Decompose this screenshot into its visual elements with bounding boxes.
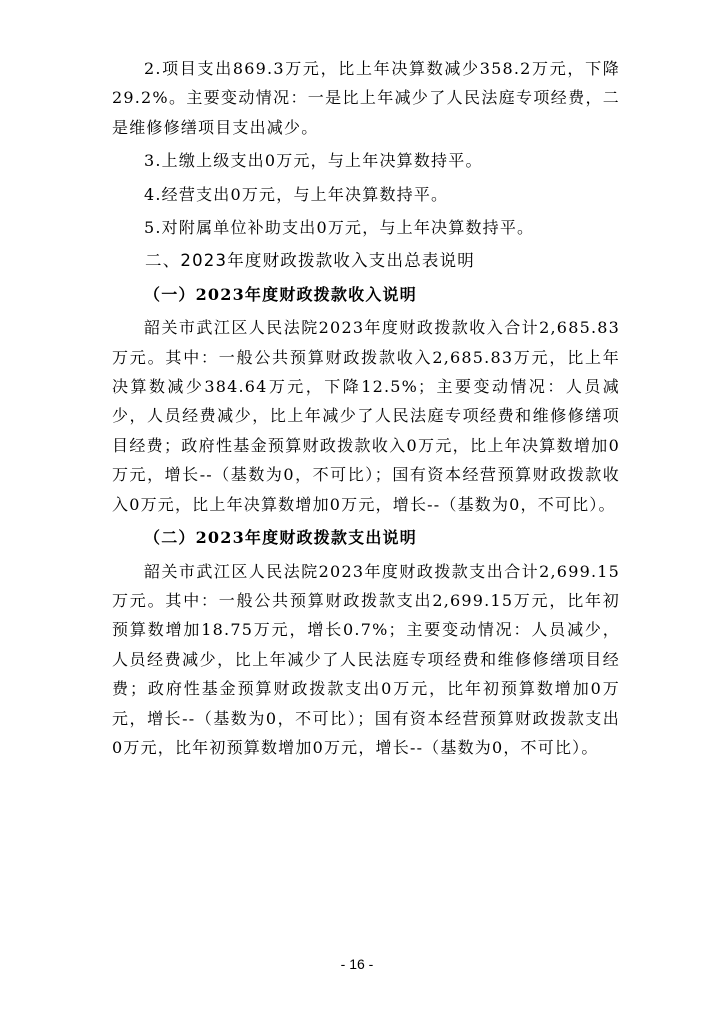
paragraph-superior-remittance: 3.上缴上级支出0万元，与上年决算数持平。 — [144, 151, 483, 171]
subsection-heading-expenditure: （二）2023年度财政拨款支出说明 — [144, 528, 417, 548]
document-body — [112, 54, 620, 762]
paragraph-expenditure-description: 韶关市武江区人民法院2023年度财政拨款支出合计2,699.15万元。其中：一般公共预算财政拨款支出2,699.15万元，比年初预算数增加18.75万元，增长0.7%；主要变动情况：人员减少，人员经费减少，比上年减少了人民法庭专项经费和维修修缮项目经费；政府性基金预算财政拨款支出0万元，比年初预算数增加0万元，增长--（基数为0，不可比）；国有资本经营预算财政拨款支出0万元，比年初预算数增加0万元，增长--（基数为0，不可比）。 — [112, 561, 620, 757]
paragraph-subsidiary-subsidy: 5.对附属单位补助支出0万元，与上年决算数持平。 — [144, 218, 535, 238]
section-heading: 二、2023年度财政拨款收入支出总表说明 — [145, 251, 475, 271]
paragraph-income-description: 韶关市武江区人民法院2023年度财政拨款收入合计2,685.83万元。其中：一般公共预算财政拨款收入2,685.83万元，比上年决算数减少384.64万元，下降12.5%；主要变动情况：人员减少，人员经费减少，比上年减少了人民法庭专项经费和维修修缮项目经费；政府性基金预算财政拨款收入0万元，比上年决算数增加0万元，增长--（基数为0，不可比）；国有资本经营预算财政拨款收入0万元，比上年决算数增加0万元，增长--（基数为0，不可比）。 — [112, 318, 620, 514]
subsection-heading-income: （一）2023年度财政拨款收入说明 — [144, 284, 417, 304]
paragraph-project-expenditure: 2.项目支出869.3万元，比上年决算数减少358.2万元，下降29.2%。主要变动情况：一是比上年减少了人民法庭专项经费，二是维修修缮项目支出减少。 — [112, 59, 620, 137]
paragraph-operating-expenditure: 4.经营支出0万元，与上年决算数持平。 — [144, 184, 449, 204]
page-number: - 16 - — [340, 956, 374, 972]
